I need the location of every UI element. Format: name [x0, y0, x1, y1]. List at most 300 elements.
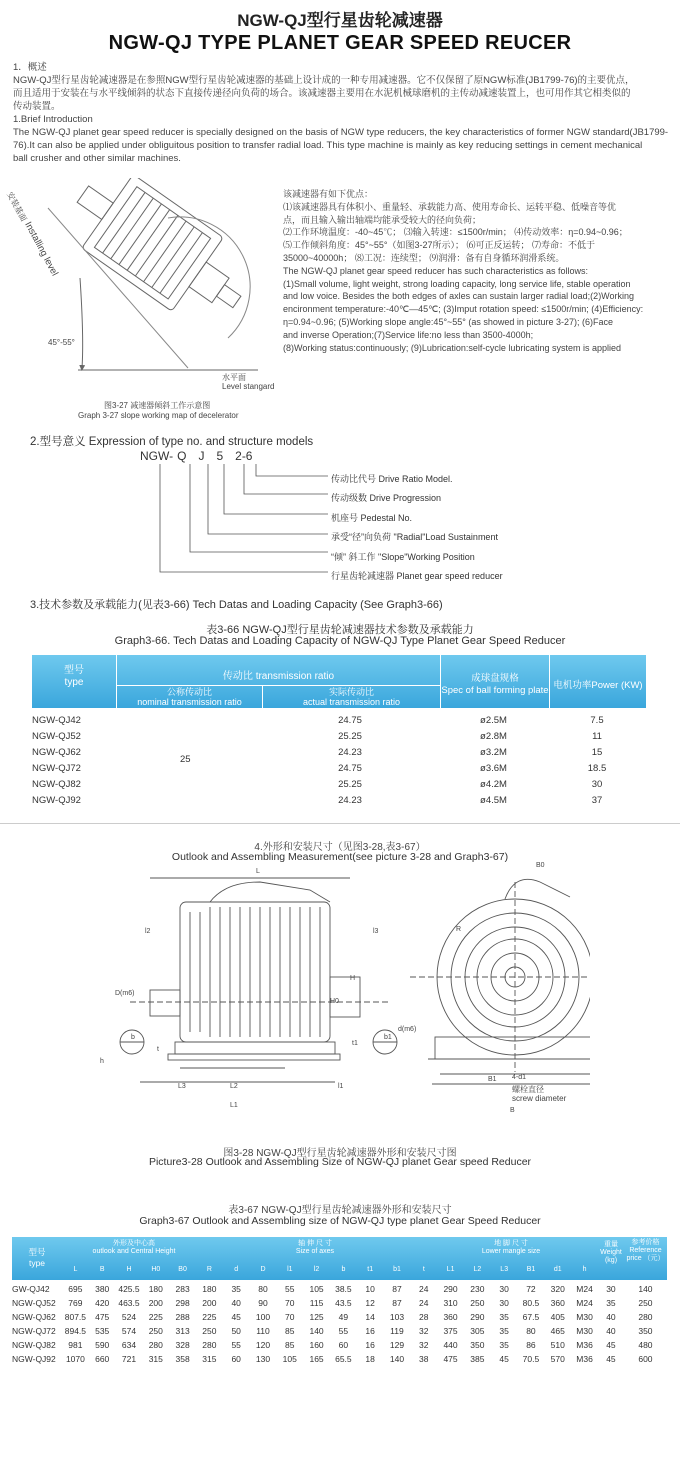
dims-cell: 440 [443, 1340, 458, 1350]
tech-cell-power: 7.5 [590, 714, 604, 726]
dims-cell: 16 [365, 1340, 375, 1350]
tech-cell-power: 37 [591, 794, 603, 806]
dim-t: t [157, 1046, 159, 1053]
dims-cell: 180 [202, 1284, 217, 1294]
features-en-1: The NGW-QJ planet gear speed reducer has such characteristics as follows: [283, 265, 588, 276]
tech-header-plate-en: Spec of ball forming plate [441, 685, 549, 696]
tech-header-nominal-en: nominal transmission ratio [137, 697, 242, 707]
dims-row [12, 1352, 667, 1366]
tech-header-plate-cn: 成球盘规格 [471, 673, 519, 684]
dims-cell: 87 [392, 1298, 402, 1308]
dims-cell: 524 [121, 1312, 137, 1322]
tech-header-type-cn: 型号 [64, 665, 84, 676]
dims-cell: 70.5 [522, 1354, 540, 1364]
tech-cell-type: NGW-QJ52 [32, 730, 81, 742]
dim-L3: L3 [178, 1083, 186, 1090]
dim-B1: B1 [488, 1076, 497, 1083]
install-label-en: Installing level [22, 220, 61, 278]
dims-cell: 90 [258, 1298, 268, 1308]
tech-cell-actual: 25.25 [338, 730, 362, 742]
dims-cell: 230 [470, 1284, 485, 1294]
dims-cell: 140 [389, 1354, 405, 1364]
dims-table [12, 1282, 667, 1366]
dims-cell: M30 [576, 1312, 593, 1322]
fig327-caption-cn: 图3-27 减速器倾斜工作示意图 [104, 401, 211, 410]
dim-4d1: 4-d1 [512, 1074, 527, 1081]
divider [0, 823, 680, 824]
dims-header-lower [424, 1240, 598, 1256]
dims-cell: 160 [309, 1340, 324, 1350]
intro-text-en-2: 76).It can also be applied under obliguitous position to transfer radial load. This type machine is mainly as key reducing settings in cement mechanical [13, 140, 643, 151]
features-cn-2: ⑴该减速器具有体积小、重量轻、承载能力高、使用寿命长、运转平稳、低噪音等优 [283, 201, 617, 212]
dim-l3: l3 [373, 928, 379, 935]
tech-cell-plate: ø4.5M [480, 794, 507, 806]
dims-cell-type: NGW-QJ92 [12, 1354, 56, 1364]
dims-cell: 320 [550, 1284, 565, 1294]
dims-col-head: L [73, 1266, 78, 1273]
dims-cell: 250 [148, 1326, 163, 1336]
tech-cell-plate: ø3.6M [480, 762, 507, 774]
dims-caption-cn: 表3-67 NGW-QJ型行星齿轮减速器外形和安装尺寸 [228, 1205, 452, 1216]
dims-cell: 60 [338, 1340, 349, 1350]
tech-cell-power: 11 [592, 730, 602, 742]
tech-cell-nominal [116, 792, 261, 808]
dims-header-weight-cn: 重量 [604, 1241, 618, 1248]
dims-cell: 30 [606, 1284, 616, 1294]
dims-cell: 16 [365, 1326, 375, 1336]
features-cn-3: 点，而且输入输出轴端均能承受较大的径向负荷； [283, 214, 482, 225]
dims-cell: 40 [606, 1326, 616, 1336]
code-26: 2-6 [235, 449, 253, 463]
dim-B: B [510, 1107, 515, 1114]
dims-cell: 475 [95, 1312, 110, 1322]
dims-cell: 103 [389, 1312, 405, 1322]
dims-cell: 480 [638, 1340, 653, 1350]
dims-cell: 360 [443, 1312, 458, 1322]
code-q: Q [177, 449, 187, 463]
screw-label-cn: 螺栓直径 [512, 1085, 544, 1094]
tech-row [32, 776, 646, 792]
dims-col-head: d1 [553, 1266, 562, 1273]
dims-row [12, 1296, 667, 1310]
dim-h: h [100, 1058, 104, 1065]
outlook-heading-en: Outlook and Assembling Measurement(see picture 3-28 and Graph3-67) [171, 851, 509, 863]
dims-col-head: R [206, 1266, 212, 1273]
model-heading: 2.型号意义 Expression of type no. and structure models [30, 436, 314, 448]
model-label-radial: 承受“径”向负荷 "Radial"Load Sustainment [331, 532, 498, 543]
dims-cell: 570 [550, 1354, 565, 1364]
tech-row [32, 712, 646, 728]
dims-header-weight-en: Weight (kg) [600, 1249, 622, 1264]
dims-cell: 50 [231, 1326, 241, 1336]
model-code [140, 449, 252, 463]
dims-cell: 894.5 [64, 1326, 87, 1336]
tech-cell-plate: ø3.2M [480, 746, 507, 758]
dims-cell: 298 [175, 1298, 190, 1308]
dims-col-head: t [422, 1266, 425, 1273]
model-label-pedestal: 机座号 Pedestal No. [331, 512, 413, 523]
dims-cell: 30 [499, 1284, 509, 1294]
dims-cell: 105 [282, 1354, 297, 1364]
tech-header-nominal [117, 687, 262, 707]
dims-cell: M30 [576, 1326, 593, 1336]
install-label-cn: 安装基面 [5, 190, 29, 223]
dims-cell: 288 [175, 1312, 190, 1322]
dims-cell: 180 [148, 1284, 163, 1294]
tech-cell-type: NGW-QJ72 [32, 762, 81, 774]
dims-col-head: H0 [151, 1266, 161, 1273]
tech-cell-nominal [116, 728, 261, 744]
tech-header-type-en: type [64, 677, 84, 688]
dims-row [12, 1324, 667, 1338]
dims-cell: 35 [606, 1298, 616, 1308]
model-label-progression: 传动级数 Drive Progression [331, 493, 442, 504]
dims-col-head: L1 [446, 1266, 455, 1273]
dims-cell: 350 [638, 1326, 653, 1336]
dims-cell: 105 [309, 1284, 324, 1294]
features-en-6: and inverse Operation;(7)Service life:no less than 3500-4000h; [283, 329, 534, 340]
dims-cell: 283 [175, 1284, 190, 1294]
dim-d: d(m6) [398, 1026, 417, 1033]
intro-text-en-1: The NGW-QJ planet gear speed reducer is specially designed on the basis of NGW type reducers, the key characteristics of former NGW standard(JB1799- [13, 127, 669, 138]
dims-cell: 28 [419, 1312, 429, 1322]
dims-cell: 32 [419, 1326, 429, 1336]
dims-col-head: d [234, 1266, 239, 1273]
dims-cell: 463.5 [118, 1298, 140, 1308]
dims-cell: 120 [255, 1340, 271, 1350]
dims-cell: 280 [202, 1340, 217, 1350]
dim-l1: l1 [338, 1083, 344, 1090]
dims-header-outline-cn: 外形及中心高 [113, 1240, 155, 1247]
tech-cell-actual: 24.75 [338, 762, 362, 774]
dims-col-head: B [99, 1266, 105, 1273]
dims-cell: 290 [470, 1312, 485, 1322]
tech-header-plate [441, 673, 549, 697]
dims-cell: M36 [576, 1354, 593, 1364]
tech-header-actual-en: actual transmission ratio [302, 697, 401, 707]
dims-cell: 119 [390, 1326, 404, 1336]
dims-cell: 305 [470, 1326, 485, 1336]
dims-cell: 807.5 [64, 1312, 87, 1322]
tech-cell-nominal [116, 712, 261, 728]
dims-cell: 55 [231, 1340, 241, 1350]
dims-cell: 35 [499, 1340, 509, 1350]
tech-cell-power: 18.5 [587, 762, 607, 774]
dims-cell: 14 [365, 1312, 375, 1322]
tech-cell-plate: ø2.5M [480, 714, 507, 726]
screw-label-en: screw diameter [512, 1094, 567, 1103]
code-ngw: NGW [140, 449, 170, 463]
dims-header-outline-en: outlook and Central Height [92, 1248, 176, 1255]
dims-cell: 38 [419, 1354, 429, 1364]
dims-header-weight [598, 1241, 624, 1265]
dims-cell: 385 [470, 1354, 485, 1364]
tech-row [32, 728, 646, 744]
intro-section [13, 61, 673, 165]
dims-cell-type: NGW-QJ72 [12, 1326, 56, 1336]
dims-header-price-en: Reference price （元） [626, 1247, 665, 1262]
dims-cell: 10 [365, 1284, 375, 1294]
dims-cell: 18 [365, 1354, 375, 1364]
dims-cell: 310 [443, 1298, 458, 1308]
dims-cell: 465 [550, 1326, 565, 1336]
dims-cell: M36 [576, 1340, 593, 1350]
dims-col-head: l2 [313, 1266, 320, 1273]
dims-col-head: t1 [367, 1266, 374, 1273]
dims-cell: 32 [419, 1340, 429, 1350]
outlook-heading-cn: 4.外形和安装尺寸（见图3-28,表3-67） [254, 842, 426, 853]
dims-cell: 125 [309, 1312, 324, 1322]
slope-diagram [18, 178, 280, 388]
dims-cell: 87 [392, 1284, 402, 1294]
dim-L2: L2 [230, 1083, 238, 1090]
intro-heading-en: 1.Brief Introduction [13, 114, 93, 125]
dims-cell: 35 [499, 1312, 509, 1322]
features-cn-5: ⑸工作倾斜角度：45°~55°（如图3-27所示）； ⑹可正反运转； ⑺寿命：不低于 [283, 240, 595, 251]
tech-header-actual [263, 687, 440, 707]
dims-col-head: L3 [500, 1266, 509, 1273]
dims-cell: 510 [550, 1340, 565, 1350]
title-cn: NGW-QJ型行星齿轮减速器 [237, 11, 443, 30]
dims-col-head: H [126, 1266, 132, 1273]
dims-header-outline [62, 1240, 206, 1256]
tech-cell-type: NGW-QJ42 [32, 714, 81, 726]
dims-cell: 100 [255, 1312, 271, 1322]
model-labels [331, 470, 503, 586]
dims-cell: 225 [148, 1312, 163, 1322]
tech-cell-type: NGW-QJ82 [32, 778, 81, 790]
intro-text-cn-3: 传动装置。 [13, 101, 61, 112]
dim-H0: H0 [330, 998, 339, 1005]
dims-cell: 55 [285, 1284, 295, 1294]
dims-cell: 40 [606, 1312, 616, 1322]
tech-table-header [32, 655, 646, 708]
dims-header-price-cn: 参考价格 [631, 1239, 660, 1246]
dims-column-headers [62, 1263, 598, 1279]
nominal-ratio-value: 25 [180, 754, 191, 765]
dims-cell: 80 [258, 1284, 268, 1294]
dims-header-lower-cn: 地 脚 尺 寸 [494, 1240, 528, 1247]
dims-cell: M24 [576, 1298, 593, 1308]
dim-L1: L1 [230, 1102, 238, 1109]
dim-l2: l2 [145, 928, 151, 935]
dims-cell: 110 [256, 1326, 270, 1336]
dim-L: L [256, 868, 260, 875]
dims-cell: 45 [499, 1354, 509, 1364]
code-5: 5 [216, 449, 224, 463]
dims-cell: 590 [95, 1340, 110, 1350]
dims-cell: 350 [470, 1340, 485, 1350]
tech-cell-actual: 24.75 [338, 714, 362, 726]
dims-cell: 420 [95, 1298, 110, 1308]
dims-cell: 425.5 [118, 1284, 140, 1294]
tech-header-nominal-cn: 公称传动比 [166, 687, 212, 697]
dims-cell: 200 [148, 1298, 163, 1308]
dims-col-head: b1 [393, 1266, 401, 1273]
tech-header-power: 电机功率Power (KW) [553, 680, 643, 691]
dims-header-price [624, 1239, 667, 1263]
dims-cell: 86 [526, 1340, 536, 1350]
dims-cell: 290 [443, 1284, 458, 1294]
dims-cell: 535 [95, 1326, 110, 1336]
fig328-caption-en: Picture3-28 Outlook and Assembling Size of NGW-QJ planet Gear speed Reducer [148, 1156, 532, 1168]
dims-cell: 140 [309, 1326, 324, 1336]
dims-cell: 40 [231, 1298, 241, 1308]
dims-cell: 200 [202, 1298, 217, 1308]
dims-cell: 85 [285, 1326, 295, 1336]
dims-cell: 328 [175, 1340, 190, 1350]
features-en-3: and low voice. Besides the both edges of axles can sustain larger radial load;(2)Working [283, 291, 635, 302]
intro-text-cn-1: NGW-QJ型行星齿轮减速器是在参照NGW型行星齿轮减速器的基础上设计成的一种专用减速器。它不仅保留了原NGW标准(JB1799-76)的主要优点， [13, 75, 635, 86]
dims-cell: 1070 [65, 1354, 85, 1364]
tech-row [32, 744, 646, 760]
dims-cell-type: NGW-QJ62 [12, 1312, 56, 1322]
dims-cell: 225 [202, 1312, 217, 1322]
dims-cell: 45 [606, 1354, 616, 1364]
dims-cell: 70 [285, 1298, 295, 1308]
features-en-2: (1)Small volume, light weight, strong loading capacity, long service life, stable operation [283, 278, 631, 289]
dims-cell: 115 [309, 1298, 324, 1308]
dims-header-type [12, 1247, 62, 1269]
dims-cell: 130 [255, 1354, 271, 1364]
tech-cell-type: NGW-QJ62 [32, 746, 81, 758]
dim-B0: B0 [536, 862, 545, 869]
tech-header-actual-cn: 实际传动比 [328, 687, 374, 697]
features-cn-4: ⑵工作环境温度：-40~45℃； ⑶输入转速：≤1500r/min； ⑷传动效率：η=0.94~0.96； [283, 227, 628, 238]
tech-header-type [32, 665, 116, 689]
dims-cell: 129 [389, 1340, 405, 1350]
tech-row [32, 760, 646, 776]
dims-cell: 360 [550, 1298, 565, 1308]
dims-cell: 634 [121, 1340, 137, 1350]
fig328-caption-cn: 图3-28 NGW-QJ型行星齿轮减速器外形和安装尺寸图 [223, 1148, 457, 1159]
dim-b1: b1 [384, 1034, 392, 1041]
dims-row [12, 1338, 667, 1352]
dims-cell: 24 [419, 1298, 429, 1308]
intro-heading-cn: 1．概述 [13, 62, 47, 73]
dims-col-head: D [260, 1266, 266, 1273]
dims-cell-type: NGW-QJ52 [12, 1298, 56, 1308]
angle-label: 45°-55° [48, 338, 75, 347]
dims-cell: 43.5 [335, 1298, 352, 1308]
dim-t1: t1 [352, 1040, 358, 1047]
dims-cell: 250 [638, 1298, 653, 1308]
tech-cell-plate: ø2.8M [480, 730, 507, 742]
dims-cell: 72 [526, 1284, 536, 1294]
dims-cell: 70 [285, 1312, 295, 1322]
dims-cell: 30 [499, 1298, 509, 1308]
dims-cell: 375 [443, 1326, 458, 1336]
dims-cell: 80 [526, 1326, 536, 1336]
intro-text-en-3: ball crusher and other similar machines. [13, 153, 181, 164]
features-cn-6: 35000~40000h； ⑻工况：连续型； ⑼润滑：备有自身循环润滑系统。 [283, 252, 565, 263]
dims-cell: 80.5 [522, 1298, 540, 1308]
dims-cell: 65.5 [335, 1354, 352, 1364]
dims-cell: 35 [499, 1326, 509, 1336]
dims-cell: 38.5 [335, 1284, 352, 1294]
dims-col-head: B0 [178, 1266, 187, 1273]
level-label-cn: 水平面 [222, 373, 246, 382]
dims-cell: 721 [121, 1354, 137, 1364]
dims-header-type-en: type [28, 1258, 46, 1268]
code-dash: - [169, 449, 174, 463]
dims-col-head: l1 [287, 1266, 293, 1273]
dims-cell: 280 [638, 1312, 653, 1322]
dims-cell: 140 [638, 1284, 653, 1294]
tech-cell-actual: 24.23 [338, 746, 362, 758]
tech-cell-power: 30 [591, 778, 603, 790]
dims-cell: 475 [443, 1354, 458, 1364]
dim-D: D(m6) [115, 990, 135, 997]
dims-header-axes-en: Size of axes [295, 1248, 335, 1255]
dims-header-axes [206, 1240, 424, 1256]
dims-col-head: B1 [526, 1266, 536, 1273]
features-en-7: (8)Working status:continuously; (9)Lubrication:self-cycle lubricating system is applied [283, 342, 621, 353]
dims-caption-en: Graph3-67 Outlook and Assembling size of NGW-QJ type planet Gear Speed Reducer [139, 1215, 541, 1227]
dims-header-lower-en: Lower mangle size [481, 1248, 541, 1255]
dims-cell: 315 [148, 1354, 163, 1364]
tech-cell-nominal [116, 776, 261, 792]
dims-row [12, 1310, 667, 1324]
dims-cell: 67.5 [522, 1312, 540, 1322]
model-code-lines [150, 464, 330, 580]
features-en-4: encironment temperature:-40℃—45℃; (3)Imput rotation speed: ≤1500r/min; (4)Efficiency: [283, 304, 644, 315]
tech-table [32, 712, 646, 808]
tech-cell-actual: 24.23 [338, 794, 362, 806]
dims-cell: 35 [231, 1284, 241, 1294]
model-label-ratio: 传动比代号 Drive Ratio Model. [331, 474, 453, 484]
tech-cell-actual: 25.25 [338, 778, 362, 790]
dims-cell: 165 [309, 1354, 324, 1364]
dims-col-head: b [341, 1266, 346, 1273]
dims-cell: 313 [175, 1326, 190, 1336]
features-cn-1: 该减速器有如下优点： [283, 189, 374, 199]
dims-cell: 600 [638, 1354, 653, 1364]
dims-cell: 574 [121, 1326, 137, 1336]
model-label-planet: 行星齿轮减速器 Planet gear speed reducer [331, 571, 503, 582]
dims-cell: 49 [338, 1312, 349, 1322]
dims-cell: 315 [202, 1354, 217, 1364]
intro-text-cn-2: 而且适用于安装在与水平线倾斜的状态下直接传递径向负荷的场合。该减速器主要用在水泥机械球磨机的主传动减速装置上，也可用作其它相类似的 [13, 88, 631, 99]
features-section [283, 188, 673, 354]
dim-H: H [350, 975, 356, 982]
dims-cell: 45 [606, 1340, 616, 1350]
dims-cell: 12 [365, 1298, 375, 1308]
dims-cell: 769 [68, 1298, 83, 1308]
dims-cell-type: NGW-QJ82 [12, 1340, 56, 1350]
dims-col-head: h [582, 1266, 587, 1273]
dims-cell: 981 [68, 1340, 83, 1350]
dims-cell: 280 [148, 1340, 163, 1350]
tech-caption-en: Graph3-66. Tech Datas and Loading Capacity of NGW-QJ Type Planet Gear Speed Reducer [114, 635, 566, 647]
dims-cell: 660 [95, 1354, 110, 1364]
title-en: NGW-QJ TYPE PLANET GEAR SPEED REUCER [108, 32, 572, 54]
tech-header-ratio: 传动比 transmission ratio [222, 671, 335, 682]
dim-R: R [456, 926, 462, 933]
dims-cell: 24 [419, 1284, 429, 1294]
dims-cell: 45 [231, 1312, 241, 1322]
model-label-slope: “倾” 斜工作 "Slope"Working Position [331, 551, 475, 562]
code-j: J [198, 449, 205, 463]
dims-cell: 358 [175, 1354, 190, 1364]
dim-b: b [131, 1034, 135, 1041]
dims-cell: 405 [550, 1312, 565, 1322]
dims-col-head: L2 [473, 1266, 482, 1273]
dims-cell: 55 [338, 1326, 349, 1336]
dims-table-header [12, 1237, 667, 1280]
dims-cell: 60 [231, 1354, 241, 1364]
tech-cell-plate: ø4.2M [480, 778, 507, 790]
